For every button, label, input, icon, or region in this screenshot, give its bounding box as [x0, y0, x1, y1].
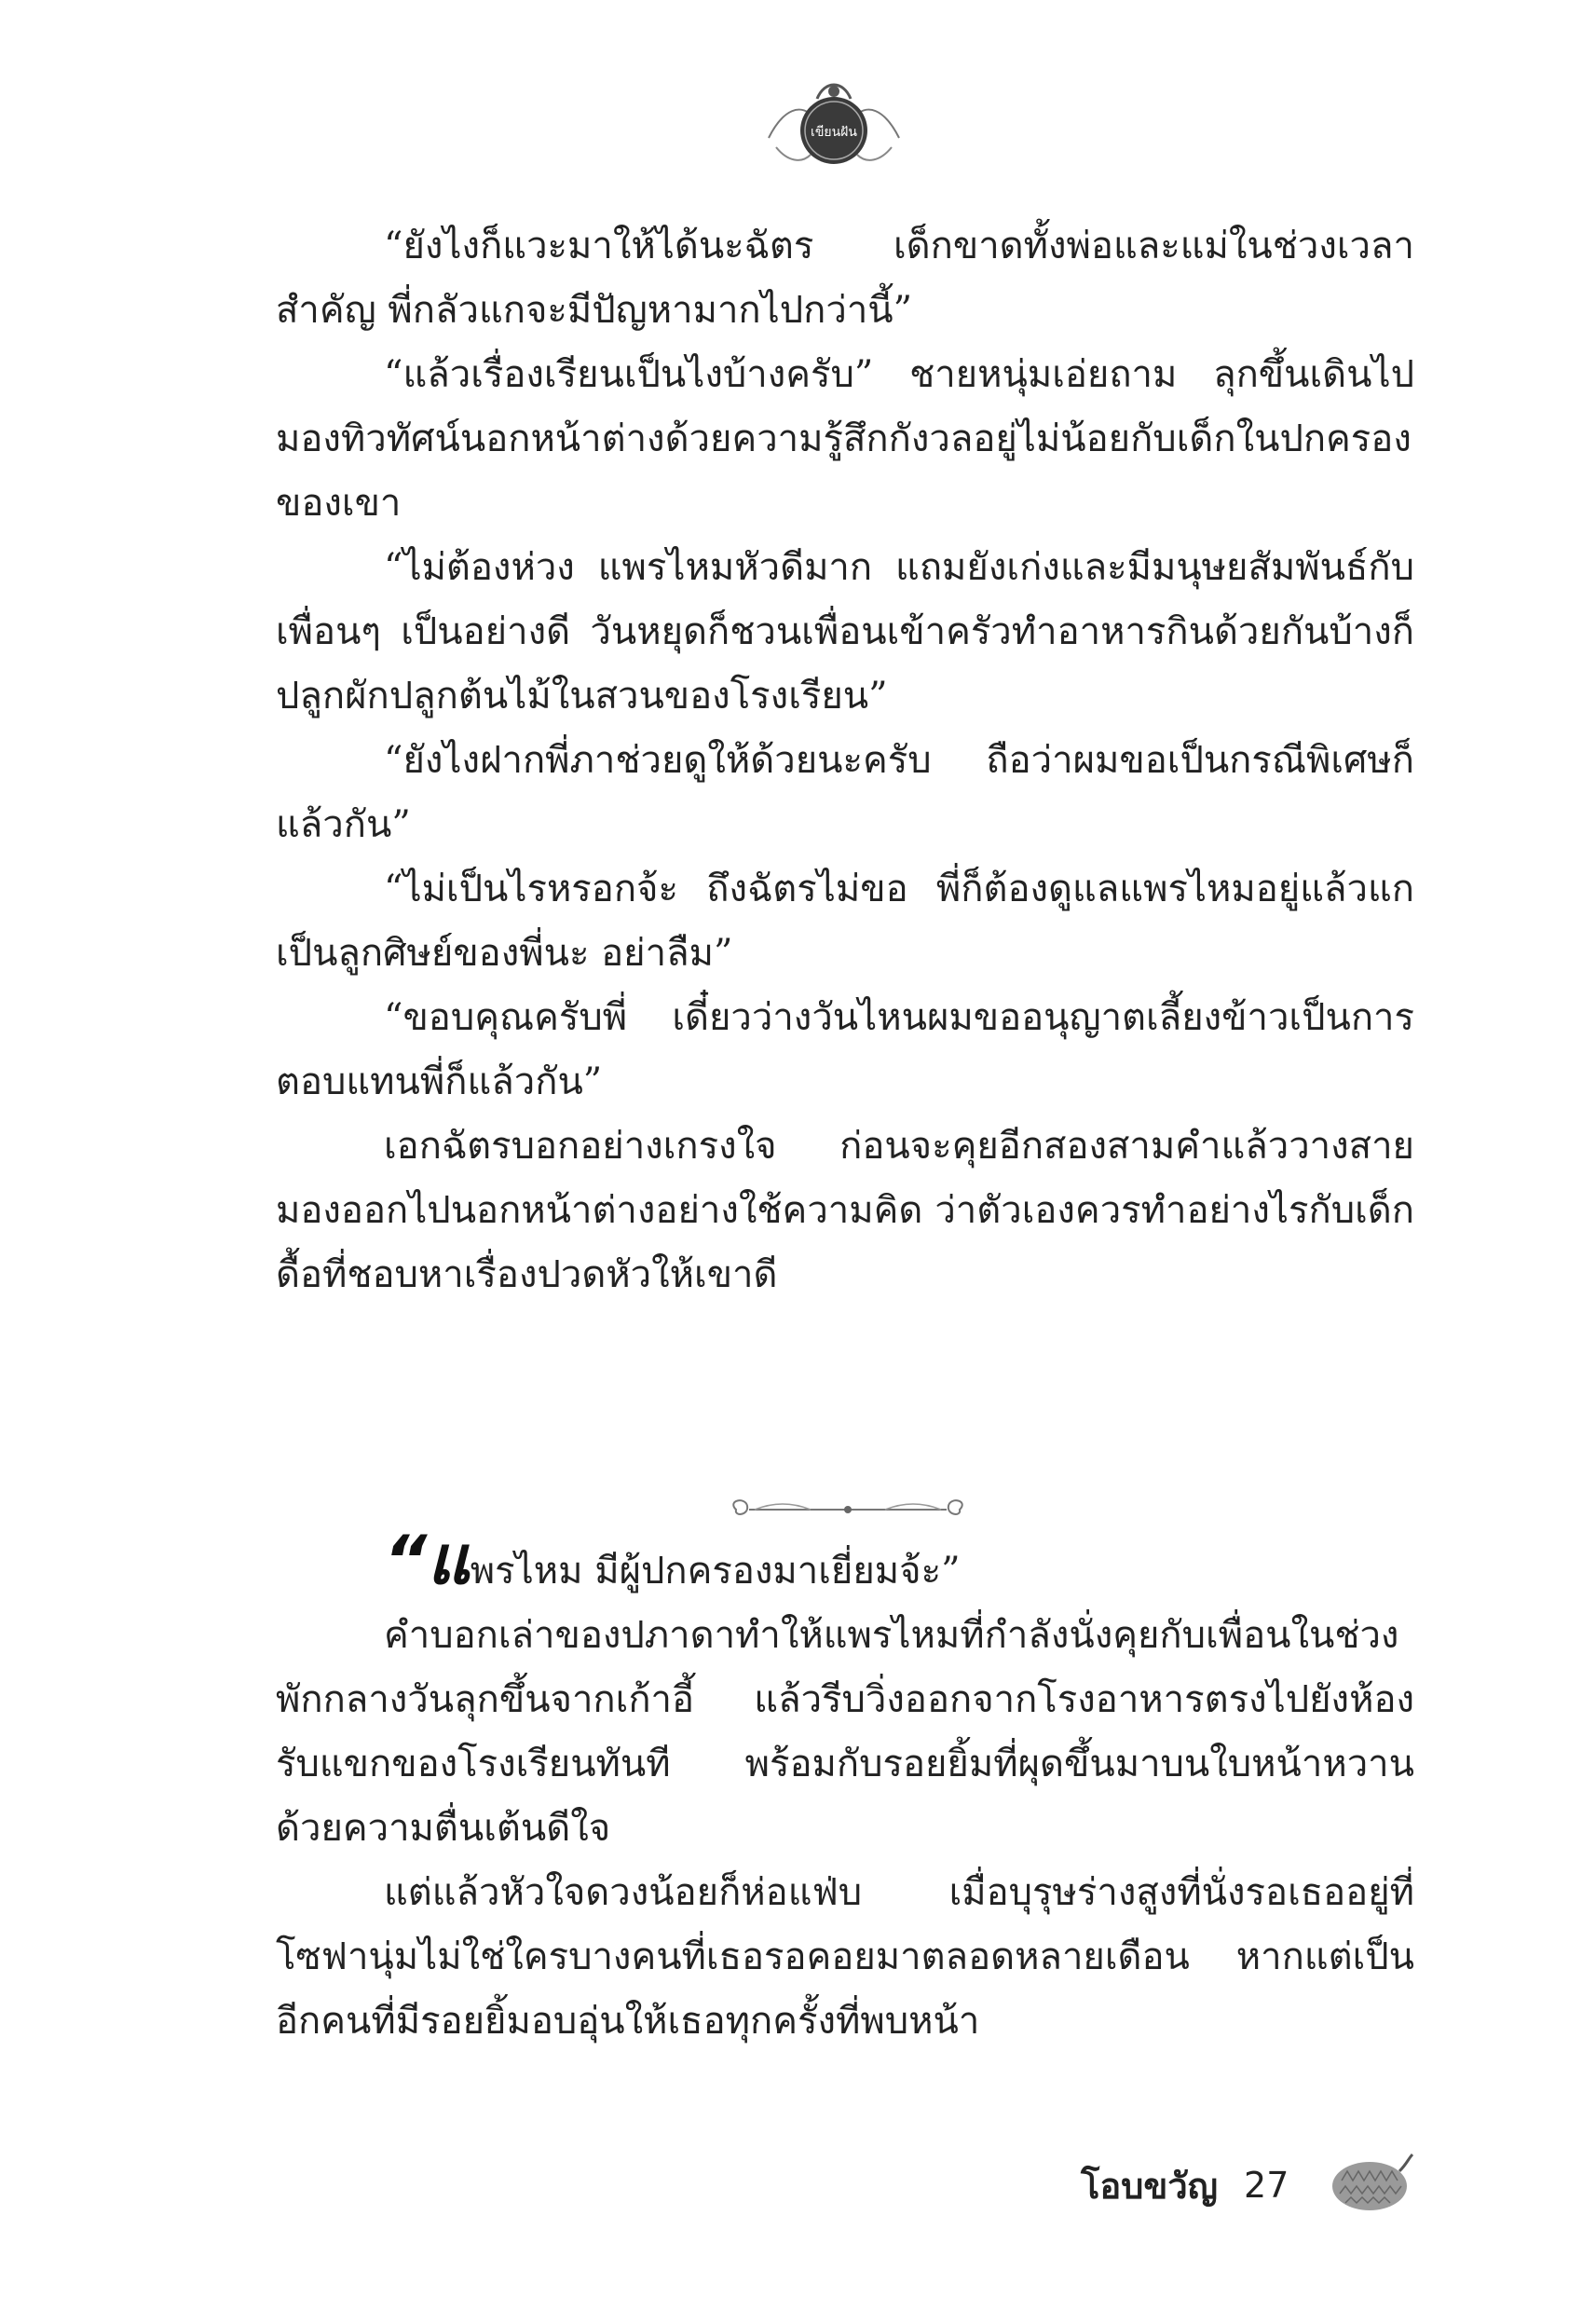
paragraph: “ยังไงก็แวะมาให้ได้นะฉัตร เด็กขาดทั้งพ่อและแม่ในช่วงเวลาสำคัญ พี่กลัวแกจะมีปัญหามากไปกว่านี้” — [276, 225, 1414, 332]
durian-icon — [1323, 2143, 1416, 2218]
dropcap: “แ — [384, 1521, 471, 1599]
dropcap-rest: พรไหม มีผู้ปกครองมาเยี่ยมจ้ะ” — [470, 1550, 961, 1593]
page-footer — [1081, 2157, 1289, 2213]
section-1 — [276, 214, 1414, 1307]
paragraph-dropcap — [276, 1521, 1414, 1604]
paragraph: “ไม่เป็นไรหรอกจ้ะ ถึงฉัตรไม่ขอ พี่ก็ต้องดูแลแพรไหมอยู่แล้วแกเป็นลูกศิษย์ของพี่นะ อย่าลืม” — [276, 868, 1414, 975]
page-number: 27 — [1244, 2165, 1289, 2206]
paragraph: “แล้วเรื่องเรียนเป็นไงบ้างครับ” ชายหนุ่มเอ่ยถาม ลุกขึ้นเดินไปมองทิวทัศน์นอกหน้าต่างด้วยความรู้สึกกังวลอยู่ไม่น้อยกับเด็กในปกครองของเขา — [276, 353, 1414, 525]
paragraph: “ขอบคุณครับพี่ เดี๋ยวว่างวันไหนผมขออนุญาตเลี้ยงข้าวเป็นการตอบแทนพี่ก็แล้วกัน” — [276, 996, 1414, 1103]
paragraph: “ยังไงฝากพี่ภาช่วยดูให้ด้วยนะครับ ถือว่าผมขอเป็นกรณีพิเศษก็แล้วกัน” — [276, 739, 1414, 846]
logo-text: เขียนฝัน — [811, 125, 857, 140]
ornament-divider-icon — [717, 1491, 978, 1528]
paragraph: เอกฉัตรบอกอย่างเกรงใจ ก่อนจะคุยอีกสองสามคำแล้ววางสายมองออกไปนอกหน้าต่างอย่างใช้ความคิด ว่าตัวเองควรทำอย่างไรกับเด็กดื้อที่ชอบหาเรื่องปวดหัวให้เขาดี — [276, 1125, 1414, 1296]
paragraph: คำบอกเล่าของปภาดาทำให้แพรไหมที่กำลังนั่งคุยกับเพื่อนในช่วงพักกลางวันลุกขึ้นจากเก้าอี้ แล้วรีบวิ่งออกจากโรงอาหารตรงไปยังห้องรับแขกของโรงเรียนทันที พร้อมกับรอยยิ้มที่ผุดขึ้นมาบนใบหน้าหวานด้วยความตื่นเต้นดีใจ — [276, 1614, 1414, 1850]
publisher-logo — [759, 73, 908, 177]
section-2 — [276, 1521, 1414, 2054]
paragraph: แต่แล้วหัวใจดวงน้อยก็ห่อแฟ่บ เมื่อบุรุษร่างสูงที่นั่งรอเธออยู่ที่โซฟานุ่มไม่ใช่ใครบางคนที่เธอรอคอยมาตลอดหลายเดือน หากแต่เป็นอีกคนที่มีรอยยิ้มอบอุ่นให้เธอทุกครั้งที่พบหน้า — [276, 1871, 1414, 2043]
book-title: โอบขวัญ — [1081, 2165, 1219, 2207]
paragraph: “ไม่ต้องห่วง แพรไหมหัวดีมาก แถมยังเก่งและมีมนุษยสัมพันธ์กับเพื่อนๆ เป็นอย่างดี วันหยุดก็ชวนเพื่อนเข้าครัวทำอาหารกินด้วยกันบ้างก็ปลูกผักปลูกต้นไม้ในสวนของโรงเรียน” — [276, 546, 1414, 718]
